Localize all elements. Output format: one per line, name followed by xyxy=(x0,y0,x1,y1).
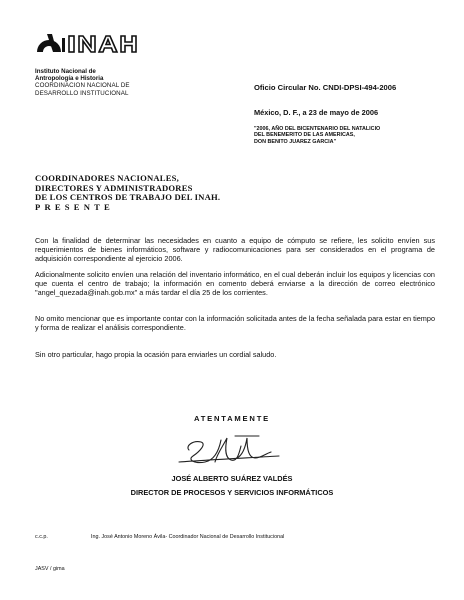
department-line: DESARROLLO INSTITUCIONAL xyxy=(35,89,129,97)
recipient-line: DIRECTORES Y ADMINISTRADORES xyxy=(35,182,193,193)
signer-title: DIRECTOR DE PROCESOS Y SERVICIOS INFORMÁTICOS xyxy=(130,488,334,497)
department-line: COORDINACION NACIONAL DE xyxy=(35,82,130,90)
initials: JASV / gima xyxy=(35,566,65,572)
signature-icon xyxy=(175,428,285,474)
body-paragraph-4: Sin otro particular, hago propia la ocasión para enviarles un cordial saludo. xyxy=(35,350,277,359)
recipient-presente: PRESENTE xyxy=(35,201,114,212)
motto-line: DEL BENEMERITO DE LAS AMERICAS, xyxy=(254,132,355,139)
ccp-recipient: Ing. José Antonio Moreno Ávila- Coordinador Nacional de Desarrollo Institucional xyxy=(91,534,285,540)
recipient-line: COORDINADORES NACIONALES, xyxy=(35,173,179,183)
institution-block xyxy=(35,68,130,97)
closing-salutation: ATENTAMENTE xyxy=(193,414,271,423)
ccp-label: c.c.p. xyxy=(35,534,48,540)
signature xyxy=(175,428,285,474)
body-paragraph-3: No omito mencionar que es importante contar con la información solicitada antes de la fecha señalada para estar en tiempo y forma de realizar el análisis correspondiente. xyxy=(35,314,435,333)
document-date: México, D. F., a 23 de mayo de 2006 xyxy=(254,108,379,117)
motto-line: "2006, AÑO DEL BICENTENARIO DEL NATALICIO xyxy=(254,126,381,132)
motto-line: DON BENITO JUAREZ GARCIA" xyxy=(254,138,337,145)
signer-name: JOSÉ ALBERTO SUÁREZ VALDÉS xyxy=(171,474,293,483)
motto-block xyxy=(254,126,444,145)
recipients-block xyxy=(35,174,220,212)
body-paragraph-2: Adicionalmente solicito envíen una relación del inventario informático, en el cual deberán incluir los equipos y licencias con que cuenta el centro de trabajo; la información en comento deberá enviarse a la dirección de correo electrónico "angel_quezada@inah.gob.mx" a más tardar el día 25 de los corrientes. xyxy=(35,270,435,298)
document-reference: Oficio Circular No. CNDI-DPSI-494-2006 xyxy=(254,83,397,92)
institution-line: Antropología e Historia xyxy=(35,75,104,83)
inah-logo xyxy=(35,17,145,56)
recipient-line: DE LOS CENTROS DE TRABAJO DEL INAH. xyxy=(35,192,221,203)
inah-logo-icon xyxy=(35,17,145,56)
svg-text:INAH: INAH xyxy=(35,17,74,34)
institution-line: Instituto Nacional de xyxy=(35,68,96,75)
body-paragraph-1: Con la finalidad de determinar las necesidades en cuanto a equipo de cómputo se refiere, les solicito envíen sus requerimientos de bienes informáticos, software y radiocomunicaciones para ser considerados en el programa de adquisición correspondiente al ejercicio 2006. xyxy=(35,236,435,264)
